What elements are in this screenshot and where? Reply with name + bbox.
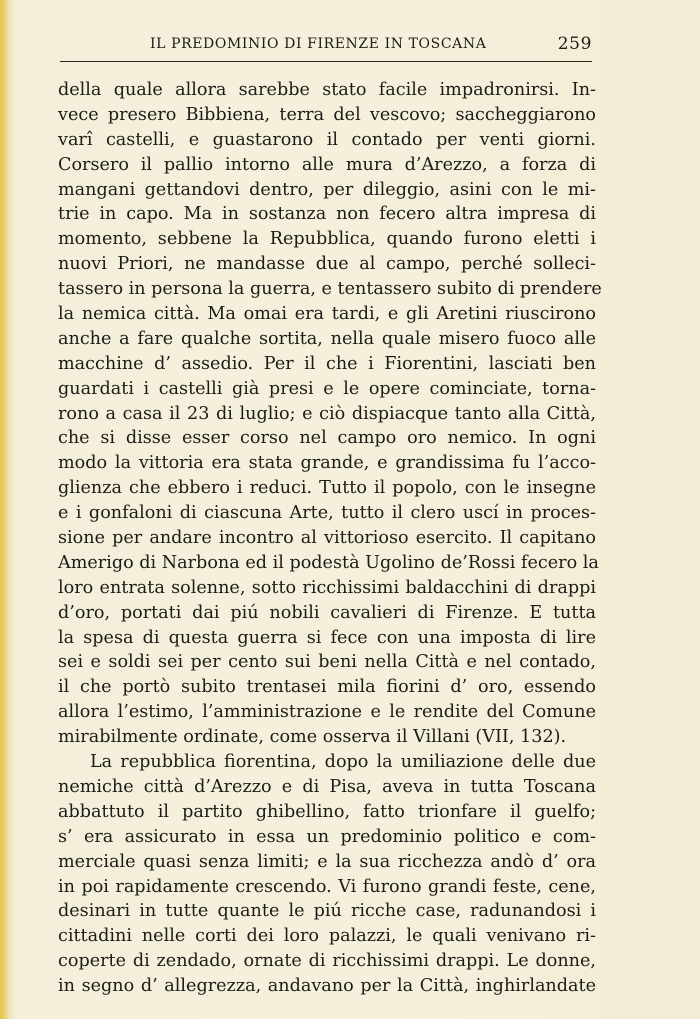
text-line: mirabilmente ordinate, come osserva il Villani (VII, 132).	[58, 727, 567, 748]
text-line: anche a fare qualche sortita, nella quale misero fuoco alle	[58, 328, 596, 349]
body-text	[58, 78, 602, 999]
text-line: della quale allora sarebbe stato facile impadronirsi. In-	[58, 80, 596, 100]
text-line: trie in capo. Ma in sostanza non fecero altra impresa di	[58, 204, 596, 225]
text-line: abbattuto il partito ghibellino, fatto trionfare il guelfo;	[58, 801, 596, 822]
header-rule	[60, 61, 592, 62]
text-line: sione per andare incontro al vittorioso esercito. Il capitano	[58, 528, 596, 549]
text-line: cittadini nelle corti dei loro palazzi, le quali venivano ri-	[58, 926, 596, 947]
text-line: nuovi Priori, ne mandasse due al campo, perché solleci-	[58, 254, 596, 275]
text-line: nemiche città d’Arezzo e di Pisa, aveva in tutta Toscana	[58, 776, 596, 797]
text-line: s’ era assicurato in essa un predominio politico e com-	[58, 826, 596, 847]
text-line: loro entrata solenne, sotto ricchissimi baldacchini di drappi	[58, 577, 596, 598]
text-line: in segno d’ allegrezza, andavano per la Città, inghirlandate	[58, 976, 596, 997]
text-line: La repubblica fiorentina, dopo la umiliazione delle due	[90, 752, 596, 773]
text-line: macchine d’ assedio. Per il che i Fiorentini, lasciati ben	[58, 353, 596, 374]
text-line: glienza che ebbero i reduci. Tutto il popolo, con le insegne	[58, 478, 596, 499]
text-line: d’oro, portati dai piú nobili cavalieri di Firenze. E tutta	[58, 602, 596, 623]
text-line: merciale quasi senza limiti; e la sua ricchezza andò d’ ora	[58, 851, 596, 872]
text-line: vece presero Bibbiena, terra del vescovo; saccheggiarono	[58, 104, 596, 125]
text-line: il che portò subito trentasei mila fiorini d’ oro, essendo	[58, 677, 596, 698]
text-line: Corsero il pallio intorno alle mura d’Arezzo, a forza di	[58, 154, 596, 175]
text-line: modo la vittoria era stata grande, e grandissima fu l’acco-	[58, 453, 596, 474]
text-line: momento, sebbene la Repubblica, quando furono eletti i	[58, 229, 596, 250]
text-line: varî castelli, e guastarono il contado per venti giorni.	[58, 129, 596, 150]
page-number: 259	[557, 34, 592, 54]
text-line: e i gonfaloni di ciascuna Arte, tutto il clero uscí in proces-	[58, 503, 596, 524]
text-line: Amerigo di Narbona ed il podestà Ugolino de’Rossi fecero la	[58, 552, 599, 573]
page-header	[60, 34, 592, 56]
text-line: tassero in persona la guerra, e tentassero subito di prendere	[58, 279, 602, 300]
text-line: coperte di zendado, ornate di ricchissimi drappi. Le donne,	[58, 951, 596, 972]
text-line: in poi rapidamente crescendo. Vi furono grandi feste, cene,	[58, 876, 596, 897]
text-line: rono a casa il 23 di luglio; e ciò dispiacque tanto alla Città,	[58, 403, 596, 424]
text-line: desinari in tutte quante le piú ricche case, radunandosi i	[58, 901, 596, 922]
text-line: sei e soldi sei per cento sui beni nella Città e nel contado,	[58, 652, 596, 673]
text-line: che si disse esser corso nel campo oro nemico. In ogni	[58, 428, 596, 449]
text-line: mangani gettandovi dentro, per dileggio, asini con le mi-	[58, 179, 596, 200]
text-line: guardati i castelli già presi e le opere cominciate, torna-	[58, 378, 596, 399]
paragraph	[58, 78, 602, 750]
text-line: allora l’estimo, l’amministrazione e le rendite del Comune	[58, 702, 596, 723]
running-title: IL PREDOMINIO DI FIRENZE IN TOSCANA	[150, 36, 487, 52]
text-line: la nemica città. Ma omai era tardi, e gli Aretini riuscirono	[58, 304, 596, 325]
paragraph	[58, 750, 596, 999]
text-line: la spesa di questa guerra si fece con una imposta di lire	[58, 627, 596, 648]
